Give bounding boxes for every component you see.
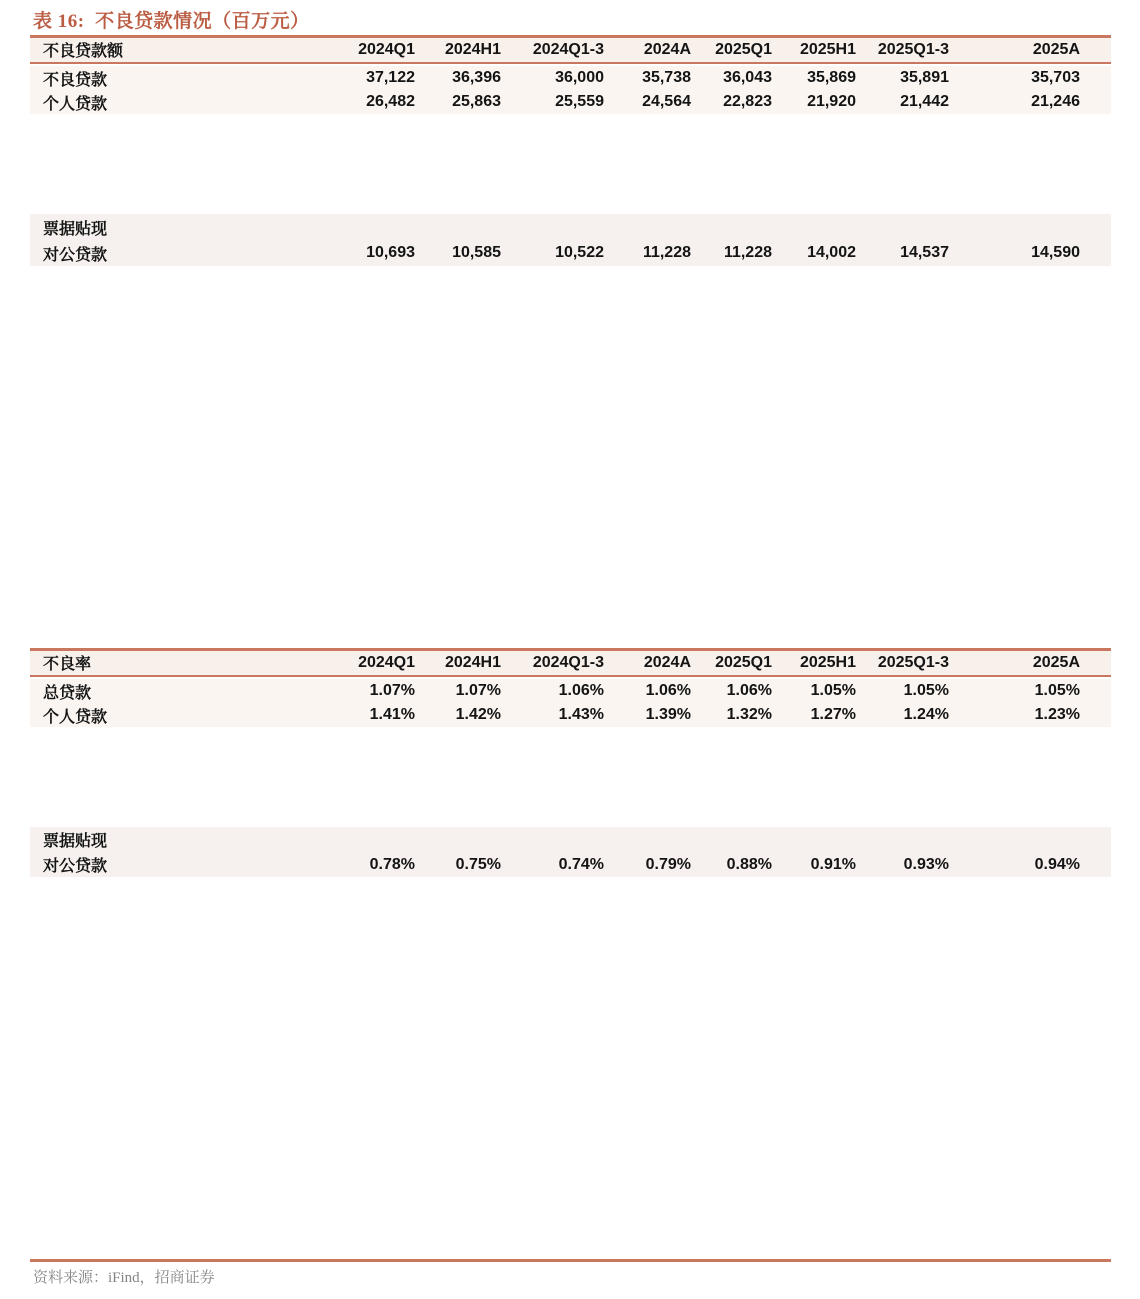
table2-header-label: 不良率 bbox=[43, 656, 92, 674]
cell-value: 0.75% bbox=[455, 855, 501, 873]
cell-value bbox=[501, 214, 604, 240]
cell-value: 1.27% bbox=[810, 706, 856, 723]
cell-value bbox=[415, 827, 501, 852]
npl-amount-rows bbox=[30, 66, 1111, 114]
cell-value bbox=[604, 827, 691, 852]
npl-ratio-table-header bbox=[30, 648, 1111, 677]
cell-value: 0.94% bbox=[1034, 855, 1080, 873]
col-header-2024a: 2024A bbox=[643, 653, 691, 671]
cell-value: 1.23% bbox=[1034, 706, 1080, 723]
cell-value: 1.41% bbox=[369, 706, 415, 723]
cell-value: 35,703 bbox=[1031, 69, 1080, 86]
source-note: 资料来源：iFind，招商证券 bbox=[33, 1270, 215, 1286]
table-row bbox=[30, 703, 1111, 727]
cell-value: 14,590 bbox=[1031, 244, 1080, 261]
cell-value: 11,228 bbox=[723, 244, 772, 261]
table-caption: 表 16: 不良贷款情况（百万元） bbox=[33, 11, 310, 32]
cell-value: 21,920 bbox=[807, 93, 856, 110]
cell-value: 35,891 bbox=[900, 69, 949, 86]
cell-value bbox=[691, 214, 772, 240]
cell-value: 0.79% bbox=[645, 855, 691, 873]
npl-amount-corporate-rows bbox=[30, 214, 1111, 266]
cell-value: 1.39% bbox=[645, 706, 691, 723]
npl-ratio-rows bbox=[30, 679, 1111, 727]
col-header-2024q1-3: 2024Q1-3 bbox=[532, 40, 604, 58]
row-label: 不良贷款 bbox=[43, 71, 108, 89]
cell-value: 1.43% bbox=[558, 706, 604, 723]
cell-value bbox=[330, 827, 415, 852]
col-header-2025a: 2025A bbox=[1032, 40, 1080, 58]
col-header-2024h1: 2024H1 bbox=[444, 653, 501, 671]
row-label: 个人贷款 bbox=[43, 708, 108, 726]
row-label: 对公贷款 bbox=[43, 246, 108, 264]
cell-value: 10,522 bbox=[555, 244, 604, 261]
cell-value: 35,869 bbox=[807, 69, 856, 86]
col-header-2025h1: 2025H1 bbox=[799, 653, 856, 671]
row-label: 票据贴现 bbox=[43, 220, 108, 238]
cell-value: 1.07% bbox=[369, 682, 415, 699]
cell-value: 1.06% bbox=[558, 682, 604, 699]
col-header-2024h1: 2024H1 bbox=[444, 40, 501, 58]
cell-value: 36,000 bbox=[555, 69, 604, 86]
cell-value bbox=[330, 214, 415, 240]
cell-value: 25,863 bbox=[452, 93, 501, 110]
cell-value bbox=[604, 214, 691, 240]
table-row bbox=[30, 214, 1111, 240]
cell-value bbox=[772, 827, 856, 852]
table-row bbox=[30, 66, 1111, 90]
cell-value: 1.32% bbox=[726, 706, 772, 723]
cell-value: 1.06% bbox=[645, 682, 691, 699]
cell-value: 1.42% bbox=[455, 706, 501, 723]
cell-value: 35,738 bbox=[642, 69, 691, 86]
cell-value: 1.24% bbox=[903, 706, 949, 723]
table-row bbox=[30, 240, 1111, 266]
cell-value: 21,246 bbox=[1031, 93, 1080, 110]
cell-value: 36,396 bbox=[452, 69, 501, 86]
row-label: 对公贷款 bbox=[43, 858, 108, 875]
col-header-2024q1-3: 2024Q1-3 bbox=[532, 653, 604, 671]
cell-value bbox=[856, 827, 949, 852]
col-header-2025a: 2025A bbox=[1032, 653, 1080, 671]
cell-value: 10,693 bbox=[366, 244, 415, 261]
cell-value: 1.06% bbox=[726, 682, 772, 699]
cell-value: 24,564 bbox=[642, 93, 691, 110]
col-header-2024q1: 2024Q1 bbox=[358, 653, 415, 671]
cell-value bbox=[949, 827, 1111, 852]
cell-value: 14,537 bbox=[900, 244, 949, 261]
npl-amount-table-header bbox=[30, 35, 1111, 64]
cell-value: 25,559 bbox=[555, 93, 604, 110]
cell-value: 0.74% bbox=[558, 855, 604, 873]
cell-value: 10,585 bbox=[452, 244, 501, 261]
table1-header-label: 不良贷款额 bbox=[43, 43, 124, 61]
row-label: 总贷款 bbox=[43, 684, 92, 702]
cell-value: 1.05% bbox=[1034, 682, 1080, 699]
cell-value: 21,442 bbox=[900, 93, 949, 110]
npl-ratio-corporate-rows bbox=[30, 827, 1111, 877]
table-row bbox=[30, 90, 1111, 114]
col-header-2024a: 2024A bbox=[643, 40, 691, 58]
header-row bbox=[30, 650, 1111, 676]
cell-value: 26,482 bbox=[366, 93, 415, 110]
cell-value bbox=[949, 214, 1111, 240]
table-row bbox=[30, 852, 1111, 877]
footer-rule bbox=[30, 1259, 1111, 1262]
col-header-2025q1: 2025Q1 bbox=[715, 653, 772, 671]
cell-value: 11,228 bbox=[642, 244, 691, 261]
header-row bbox=[30, 37, 1111, 63]
cell-value bbox=[772, 214, 856, 240]
row-label: 票据贴现 bbox=[43, 833, 108, 850]
cell-value: 14,002 bbox=[807, 244, 856, 261]
cell-value: 36,043 bbox=[723, 69, 772, 86]
table-row bbox=[30, 827, 1111, 852]
col-header-2025q1-3: 2025Q1-3 bbox=[877, 40, 949, 58]
col-header-2025q1-3: 2025Q1-3 bbox=[877, 653, 949, 671]
cell-value: 0.91% bbox=[810, 855, 856, 873]
col-header-2025h1: 2025H1 bbox=[799, 40, 856, 58]
cell-value: 0.88% bbox=[726, 855, 772, 873]
cell-value: 0.93% bbox=[903, 855, 949, 873]
cell-value: 0.78% bbox=[369, 855, 415, 873]
cell-value: 1.07% bbox=[455, 682, 501, 699]
cell-value bbox=[501, 827, 604, 852]
cell-value: 1.05% bbox=[903, 682, 949, 699]
row-label: 个人贷款 bbox=[43, 95, 108, 113]
cell-value bbox=[691, 827, 772, 852]
cell-value bbox=[415, 214, 501, 240]
cell-value bbox=[856, 214, 949, 240]
cell-value: 1.05% bbox=[810, 682, 856, 699]
col-header-2025q1: 2025Q1 bbox=[715, 40, 772, 58]
cell-value: 22,823 bbox=[723, 93, 772, 110]
col-header-2024q1: 2024Q1 bbox=[358, 40, 415, 58]
table-row bbox=[30, 679, 1111, 703]
cell-value: 37,122 bbox=[366, 69, 415, 86]
